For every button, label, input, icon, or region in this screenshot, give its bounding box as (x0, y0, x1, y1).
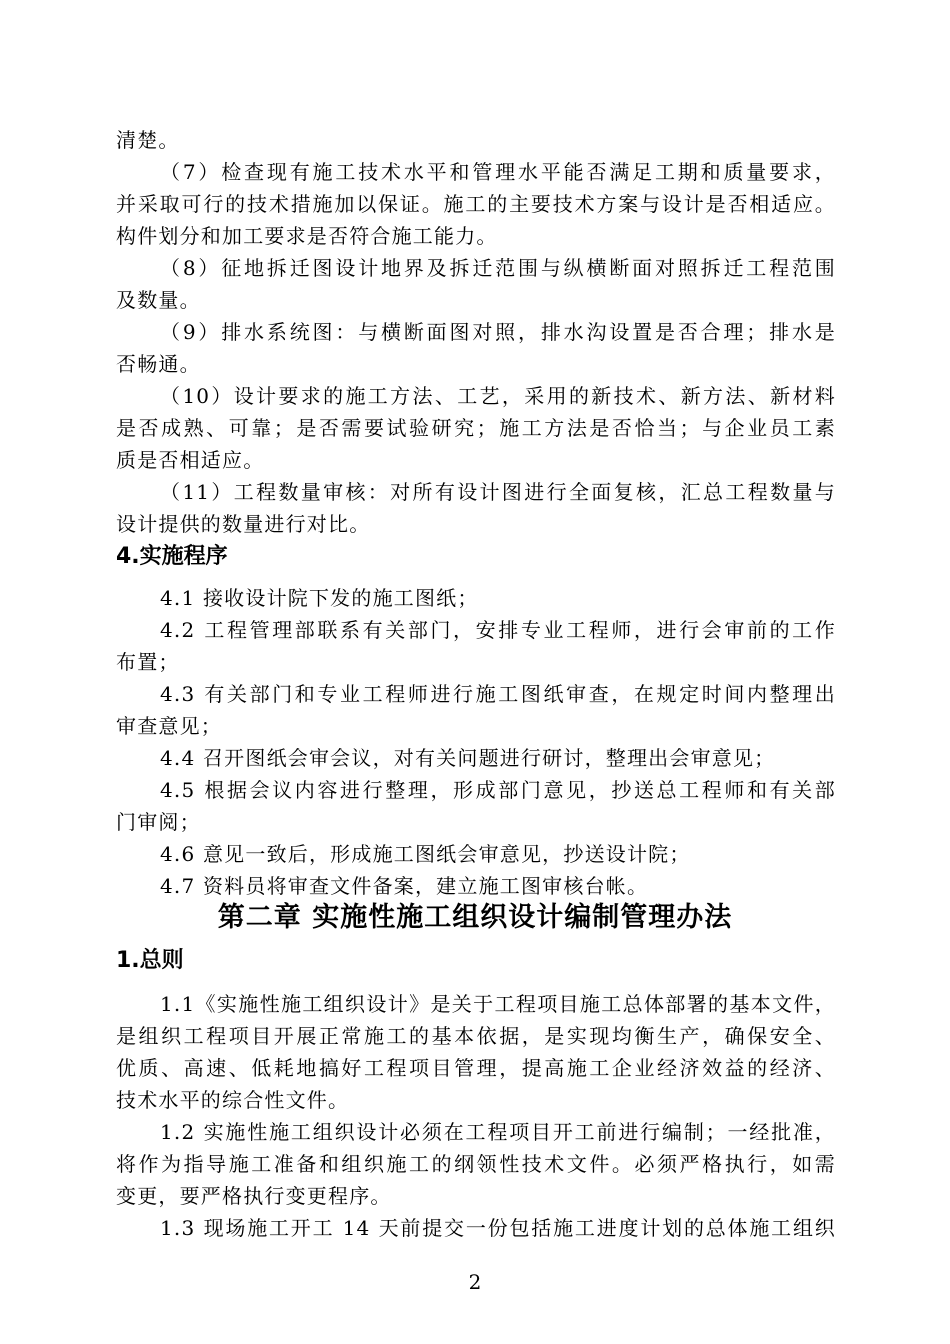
section-heading: 4.实施程序 (116, 544, 228, 569)
page-number: 2 (468, 1270, 482, 1294)
paragraph-line: 并采取可行的技术措施加以保证。施工的主要技术方案与设计是否相适应。 (116, 192, 836, 216)
paragraph-line: 4.3 有关部门和专业工程师进行施工图纸审查，在规定时间内整理出 (160, 682, 836, 706)
paragraph-line: 4.6 意见一致后，形成施工图纸会审意见，抄送设计院； (160, 842, 691, 866)
paragraph-line: 是否成熟、可靠；是否需要试验研究；施工方法是否恰当；与企业员工素 (116, 416, 836, 440)
paragraph-line: 技术水平的综合性文件。 (116, 1088, 350, 1112)
paragraph-line: 是组织工程项目开展正常施工的基本依据，是实现均衡生产，确保安全、 (116, 1024, 836, 1048)
paragraph-line: （8）征地拆迁图设计地界及拆迁范围与纵横断面对照拆迁工程范围 (160, 256, 836, 280)
paragraph-line: 清楚。 (116, 128, 180, 152)
paragraph-line: 1.2 实施性施工组织设计必须在工程项目开工前进行编制；一经批准， (160, 1120, 836, 1144)
paragraph-line: 否畅通。 (116, 352, 201, 376)
paragraph-line: 门审阅； (116, 810, 201, 834)
paragraph-line: 变更，要严格执行变更程序。 (116, 1184, 392, 1208)
paragraph-line: 布置； (116, 650, 180, 674)
paragraph-line: 4.2 工程管理部联系有关部门，安排专业工程师，进行会审前的工作 (160, 618, 836, 642)
paragraph-line: 将作为指导施工准备和组织施工的纲领性技术文件。必须严格执行，如需 (116, 1152, 836, 1176)
paragraph-line: 质是否相适应。 (116, 448, 265, 472)
paragraph-line: （10）设计要求的施工方法、工艺，采用的新技术、新方法、新材料 (160, 384, 836, 408)
paragraph-line: 1.3 现场施工开工 14 天前提交一份包括施工进度计划的总体施工组织 (160, 1216, 836, 1240)
paragraph-line: （9）排水系统图：与横断面图对照，排水沟设置是否合理；排水是 (160, 320, 836, 344)
paragraph-line: 及数量。 (116, 288, 201, 312)
paragraph-line: （11）工程数量审核：对所有设计图进行全面复核，汇总工程数量与 (160, 480, 836, 504)
paragraph-line: 4.5 根据会议内容进行整理，形成部门意见，抄送总工程师和有关部 (160, 778, 836, 802)
paragraph-line: 1.1《实施性施工组织设计》是关于工程项目施工总体部署的基本文件， (160, 992, 836, 1016)
paragraph-line: 4.7 资料员将审查文件备案，建立施工图审核台帐。 (160, 874, 649, 898)
paragraph-line: 设计提供的数量进行对比。 (116, 512, 371, 536)
paragraph-line: 4.4 召开图纸会审会议，对有关问题进行研讨，整理出会审意见； (160, 746, 776, 770)
paragraph-line: 4.1 接收设计院下发的施工图纸； (160, 586, 479, 610)
section-heading: 1.总则 (116, 948, 184, 973)
paragraph-line: 优质、高速、低耗地搞好工程项目管理，提高施工企业经济效益的经济、 (116, 1056, 836, 1080)
paragraph-line: 审查意见； (116, 714, 222, 738)
paragraph-line: 构件划分和加工要求是否符合施工能力。 (116, 224, 498, 248)
paragraph-line: （7）检查现有施工技术水平和管理水平能否满足工期和质量要求， (160, 160, 836, 184)
chapter-title: 第二章 实施性施工组织设计编制管理办法 (217, 902, 733, 933)
